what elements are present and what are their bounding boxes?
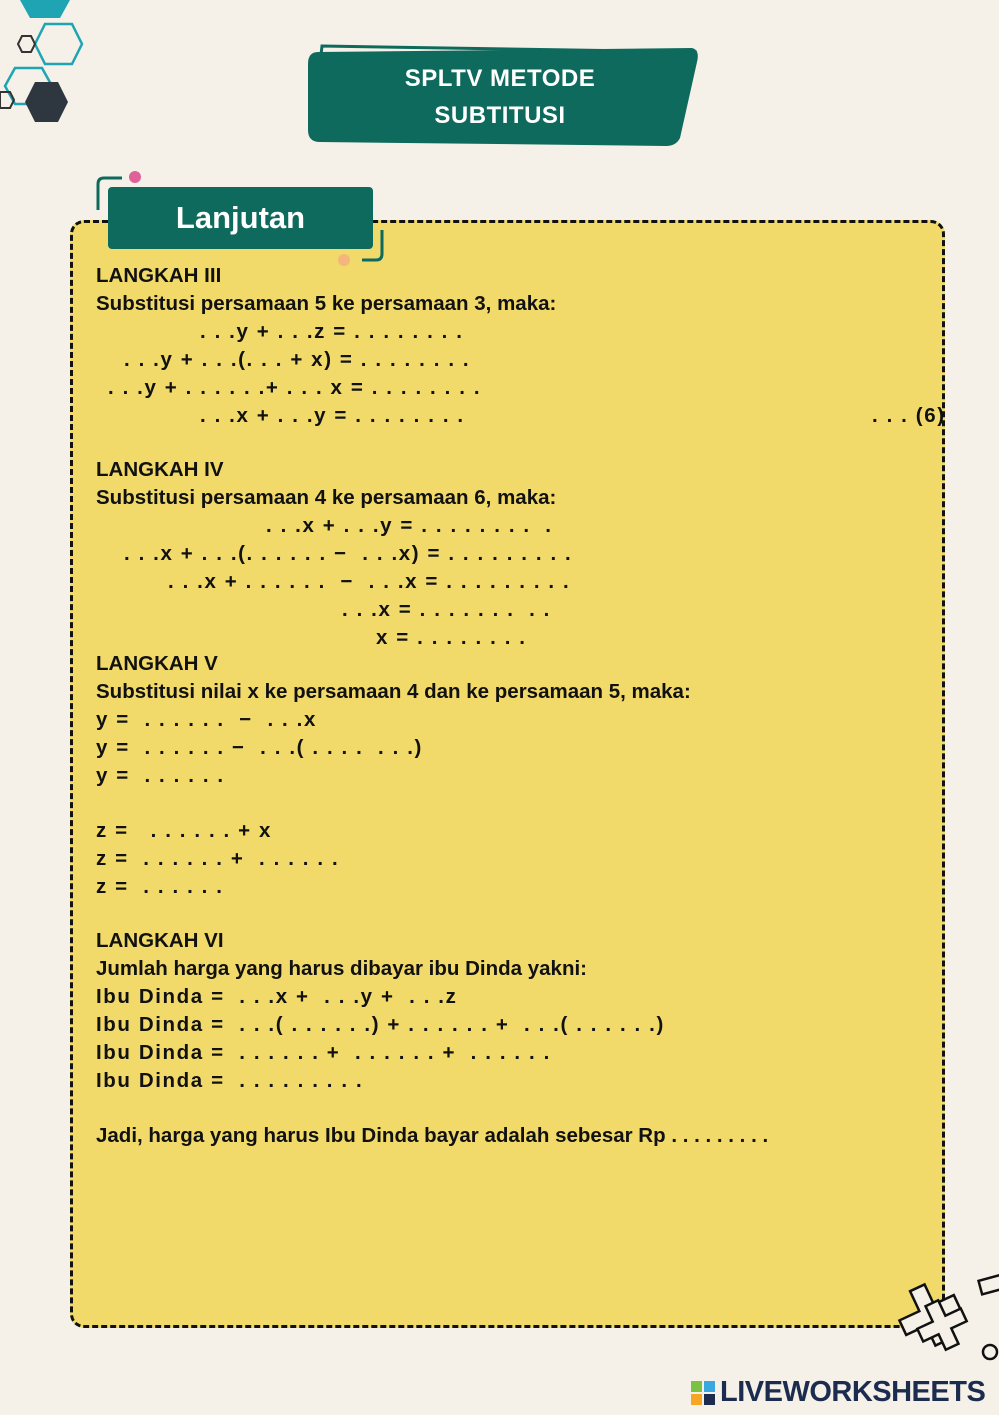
langkah-5-z-2[interactable]: z = . . . . . . + . . . . . .: [96, 847, 340, 870]
langkah-5-y-1[interactable]: y = . . . . . . − . . .x: [96, 708, 317, 731]
langkah-4-eq-5[interactable]: x = . . . . . . . .: [376, 626, 527, 649]
langkah-4-eq-4[interactable]: . . .x = . . . . . . . . .: [342, 598, 551, 621]
title-banner: [300, 38, 700, 158]
langkah-4-eq-1[interactable]: . . .x + . . .y = . . . . . . . . .: [266, 514, 553, 537]
langkah-5-intro: Substitusi nilai x ke persamaan 4 dan ke persamaan 5, maka:: [96, 680, 691, 703]
langkah-5-heading: LANGKAH V: [96, 652, 218, 675]
langkah-5-y-3[interactable]: y = . . . . . .: [96, 764, 225, 787]
watermark-text: LIVEWORKSHEETS: [720, 1376, 986, 1408]
langkah-4-intro: Substitusi persamaan 4 ke persamaan 6, maka:: [96, 486, 557, 509]
conclusion-text[interactable]: Jadi, harga yang harus Ibu Dinda bayar adalah sebesar Rp . . . . . . . . .: [96, 1124, 769, 1147]
langkah-6-intro: Jumlah harga yang harus dibayar ibu Dinda yakni:: [96, 957, 587, 980]
langkah-5-y-2[interactable]: y = . . . . . . − . . .( . . . . . . .): [96, 736, 423, 759]
langkah-6-heading: LANGKAH VI: [96, 929, 224, 952]
langkah-4-eq-2[interactable]: . . .x + . . .(. . . . . . − . . .x) = . . . . . . . . .: [124, 542, 573, 565]
langkah-6-row-3[interactable]: Ibu Dinda = . . . . . . + . . . . . . + . . . . . .: [96, 1041, 551, 1064]
langkah-5-z-3[interactable]: z = . . . . . .: [96, 875, 224, 898]
langkah-3-eq-3[interactable]: . . .y + . . . . . .+ . . . x = . . . . . . . .: [108, 376, 482, 399]
langkah-4-heading: LANGKAH IV: [96, 458, 224, 481]
page-title: [300, 60, 700, 134]
liveworksheets-watermark[interactable]: [690, 1376, 985, 1409]
langkah-3-eq-2[interactable]: . . .y + . . .(. . . + x) = . . . . . . . .: [124, 348, 471, 371]
langkah-3-intro: Substitusi persamaan 5 ke persamaan 3, maka:: [96, 292, 557, 315]
langkah-3-eq-1[interactable]: . . .y + . . .z = . . . . . . . .: [200, 320, 464, 343]
langkah-5-z-1[interactable]: z = . . . . . . + x: [96, 819, 273, 842]
langkah-4-eq-3[interactable]: . . .x + . . . . . . − . . .x = . . . . . . . . .: [168, 570, 571, 593]
title-line-1: SPLTV METODE: [404, 65, 596, 92]
equation-label-6: . . . (6): [872, 404, 946, 427]
hexagon-decoration-icon: [0, 0, 90, 130]
langkah-6-row-1[interactable]: Ibu Dinda = . . .x + . . .y + . . .z: [96, 985, 458, 1008]
section-tab: Lanjutan: [108, 187, 373, 249]
langkah-3-eq-4[interactable]: . . .x + . . .y = . . . . . . . .: [200, 404, 465, 427]
langkah-3-heading: LANGKAH III: [96, 264, 222, 287]
langkah-6-row-4[interactable]: Ibu Dinda = . . . . . . . . .: [96, 1069, 364, 1092]
title-line-2: SUBTITUSI: [434, 102, 566, 129]
liveworksheets-logo-icon: [690, 1380, 716, 1406]
langkah-6-row-2[interactable]: Ibu Dinda = . . .( . . . . . .) + . . . . . . + . . .( . . . . . .): [96, 1013, 665, 1036]
plus-decoration-icon: [890, 1270, 999, 1380]
